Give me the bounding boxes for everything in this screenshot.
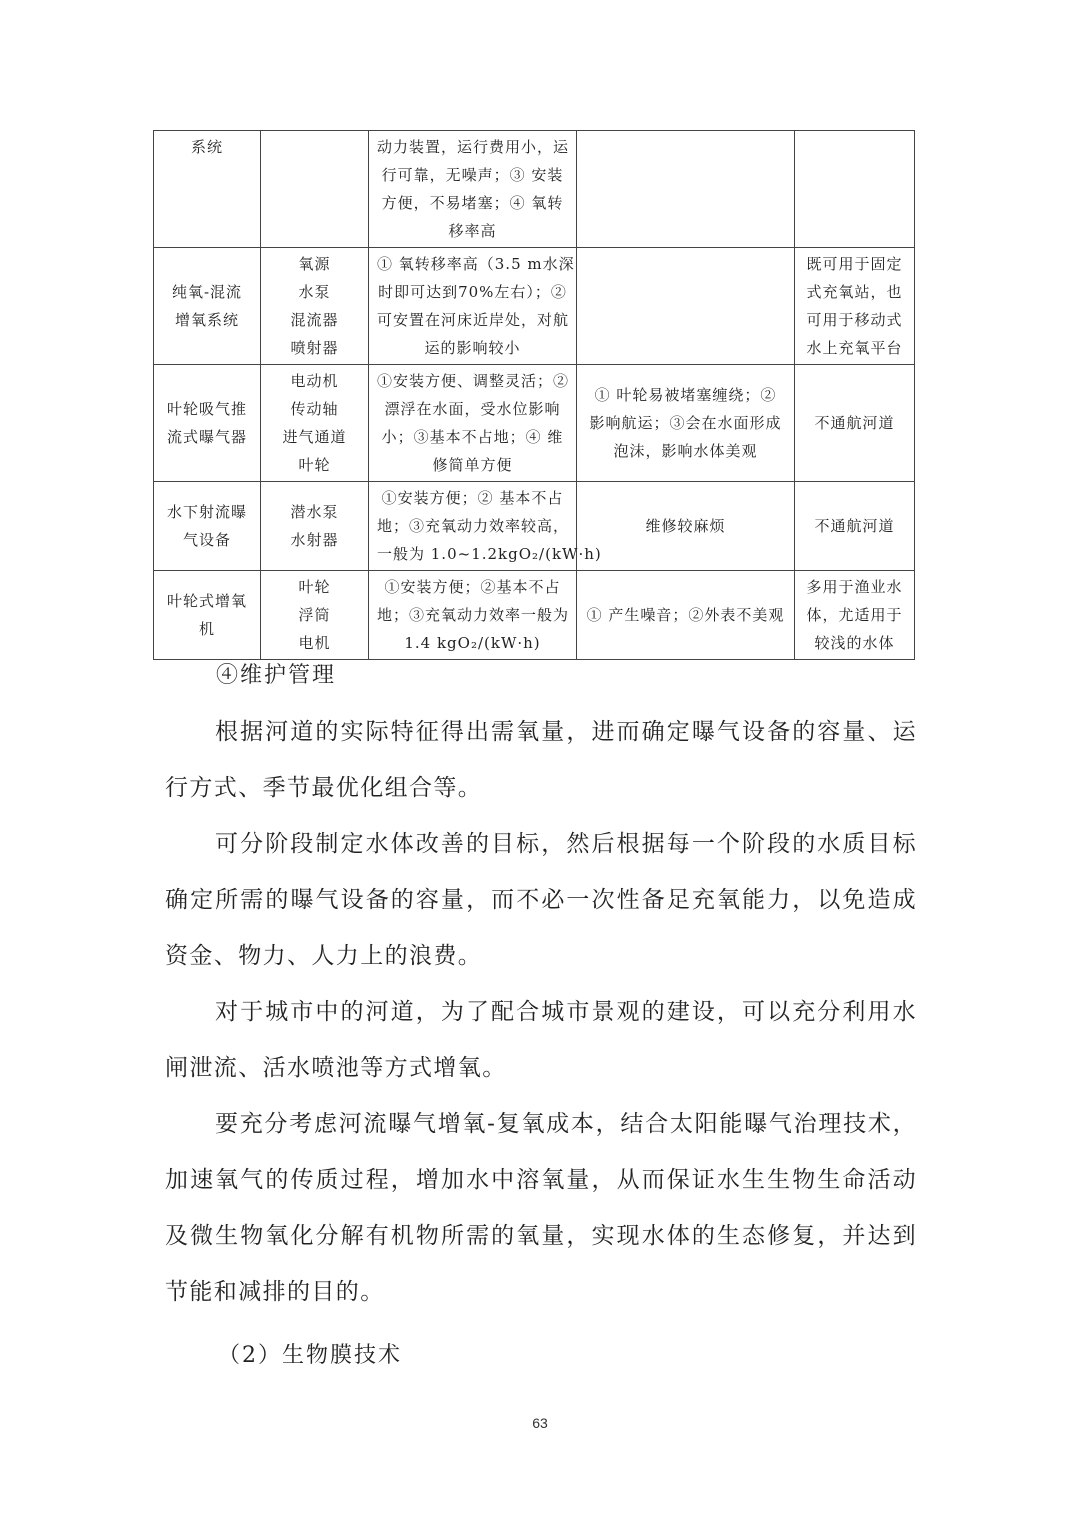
cell-text-line: 潜水泵 xyxy=(290,503,339,521)
cell-text-line: 电机 xyxy=(298,634,331,652)
cell-equipment-name xyxy=(154,571,261,660)
cell-text-line: 运的影响较小 xyxy=(424,339,521,357)
cell-text-line: 喷射器 xyxy=(290,339,339,357)
paragraph: 对于城市中的河道，为了配合城市景观的建设，可以充分利用水闸泄流、活水喷池等方式增氧。 xyxy=(165,999,917,1081)
paragraph: 要充分考虑河流曝气增氧-复氧成本，结合太阳能曝气治理技术，加速氧气的传质过程，增加水中溶氧量，从而保证水生生物生命活动及微生物氧化分解有机物所需的氧量，实现水体的生态修复，并达到节能和减排的目的。 xyxy=(165,1111,917,1305)
paragraph: 根据河道的实际特征得出需氧量，进而确定曝气设备的容量、运行方式、季节最优化组合等。 xyxy=(165,719,917,801)
cell-text-line: ①安装方便、调整灵活；② xyxy=(377,372,570,390)
cell-text-line: ① 产生噪音；②外表不美观 xyxy=(586,606,785,624)
cell-text-line: 移率高 xyxy=(448,222,497,240)
cell-text-line: 行可靠，无噪声；③ 安装 xyxy=(381,166,564,184)
cell-text-line: 叶轮吸气推 xyxy=(166,400,247,418)
cell-text-line: 多用于渔业水 xyxy=(806,578,903,596)
section-heading: ④维护管理 xyxy=(216,663,337,688)
aeration-equipment-table xyxy=(153,130,915,660)
cell-text-line: 电动机 xyxy=(290,372,339,390)
table-row xyxy=(154,482,915,571)
cell-components xyxy=(261,131,369,248)
cell-advantages xyxy=(369,131,577,248)
cell-text-line: 氧源 xyxy=(298,255,331,273)
cell-text-line: 增氧系统 xyxy=(174,311,239,329)
cell-text-line: 维修较麻烦 xyxy=(645,517,726,535)
cell-application-scope xyxy=(795,365,915,482)
cell-text-line: 进气通道 xyxy=(282,428,347,446)
cell-text-line: 体，尤适用于 xyxy=(806,606,903,624)
cell-text-line: 不通航河道 xyxy=(814,517,895,535)
cell-advantages xyxy=(369,571,577,660)
cell-text-line: 方便，不易堵塞；④ 氧转 xyxy=(381,194,564,212)
cell-text-line: 纯氧-混流 xyxy=(171,283,243,301)
cell-disadvantages xyxy=(577,131,795,248)
table-row xyxy=(154,571,915,660)
cell-text-line: 不通航河道 xyxy=(814,414,895,432)
cell-advantages xyxy=(369,482,602,571)
table-row xyxy=(154,131,915,248)
cell-text-line: 水上充氧平台 xyxy=(806,339,903,357)
cell-text-line: 水下射流曝 xyxy=(166,503,247,521)
cell-text-line: 水泵 xyxy=(298,283,331,301)
cell-text-line: ① 叶轮易被堵塞缠绕；② xyxy=(594,386,777,404)
cell-text-line: 小；③基本不占地；④ 维 xyxy=(381,428,564,446)
subsection-heading: （2）生物膜技术 xyxy=(218,1343,402,1368)
cell-equipment-name xyxy=(154,365,261,482)
cell-application-scope xyxy=(795,131,915,248)
cell-equipment-name xyxy=(154,248,261,365)
cell-text-line: 动力装置，运行费用小，运 xyxy=(377,138,570,156)
cell-text-line: 机 xyxy=(198,620,215,638)
cell-text-line: 修简单方便 xyxy=(432,456,513,474)
page-number: 63 xyxy=(532,1415,548,1431)
cell-text-line: 式充氧站，也 xyxy=(806,283,903,301)
cell-text-line: 1.4 kgO₂/(kW·h) xyxy=(404,634,541,652)
table-row xyxy=(154,365,915,482)
cell-text-line: 一般为 1.0~1.2kgO₂/(kW·h) xyxy=(377,545,602,563)
cell-text-line: ① 氧转移率高（3.5 m水深 xyxy=(377,255,575,273)
cell-text-line: ①安装方便；②基本不占 xyxy=(384,578,561,596)
table-row xyxy=(154,248,915,365)
cell-disadvantages xyxy=(577,365,795,482)
cell-components xyxy=(261,571,369,660)
cell-text-line: 漂浮在水面，受水位影响 xyxy=(384,400,561,418)
cell-components xyxy=(261,482,369,571)
cell-text-line: 系统 xyxy=(190,138,223,156)
cell-text-line: 较浅的水体 xyxy=(814,634,895,652)
cell-advantages xyxy=(369,365,577,482)
cell-disadvantages xyxy=(577,248,795,365)
cell-text-line: ①安装方便；② 基本不占 xyxy=(381,489,564,507)
cell-text-line: 气设备 xyxy=(182,531,231,549)
paragraph: 可分阶段制定水体改善的目标，然后根据每一个阶段的水质目标确定所需的曝气设备的容量，而不必一次性备足充氧能力，以免造成资金、物力、人力上的浪费。 xyxy=(165,831,917,969)
cell-text-line: 水射器 xyxy=(290,531,339,549)
cell-text-line: 可安置在河床近岸处，对航 xyxy=(377,311,570,329)
cell-disadvantages xyxy=(577,482,795,571)
cell-equipment-name xyxy=(154,131,261,248)
cell-components xyxy=(261,248,369,365)
cell-text-line: 地；③充氧动力效率一般为 xyxy=(377,606,570,624)
cell-text-line: 混流器 xyxy=(290,311,339,329)
cell-application-scope xyxy=(795,482,915,571)
cell-text-line: 传动轴 xyxy=(290,400,339,418)
cell-text-line: 叶轮 xyxy=(298,578,331,596)
cell-application-scope xyxy=(795,248,915,365)
cell-text-line: 地；③充氧动力效率较高， xyxy=(377,517,570,535)
cell-equipment-name xyxy=(154,482,261,571)
cell-text-line: 既可用于固定 xyxy=(806,255,903,273)
cell-disadvantages xyxy=(577,571,795,660)
cell-text-line: 影响航运；③会在水面形成 xyxy=(589,414,782,432)
cell-text-line: 时即可达到70%左右）；② xyxy=(378,283,567,301)
cell-text-line: 叶轮 xyxy=(298,456,331,474)
cell-text-line: 流式曝气器 xyxy=(166,428,247,446)
cell-text-line: 泡沫，影响水体美观 xyxy=(613,442,758,460)
cell-text-line: 可用于移动式 xyxy=(806,311,903,329)
cell-application-scope xyxy=(795,571,915,660)
cell-components xyxy=(261,365,369,482)
cell-text-line: 叶轮式增氧 xyxy=(166,592,247,610)
table-body xyxy=(154,131,915,660)
cell-advantages xyxy=(369,248,577,365)
cell-text-line: 浮筒 xyxy=(298,606,331,624)
